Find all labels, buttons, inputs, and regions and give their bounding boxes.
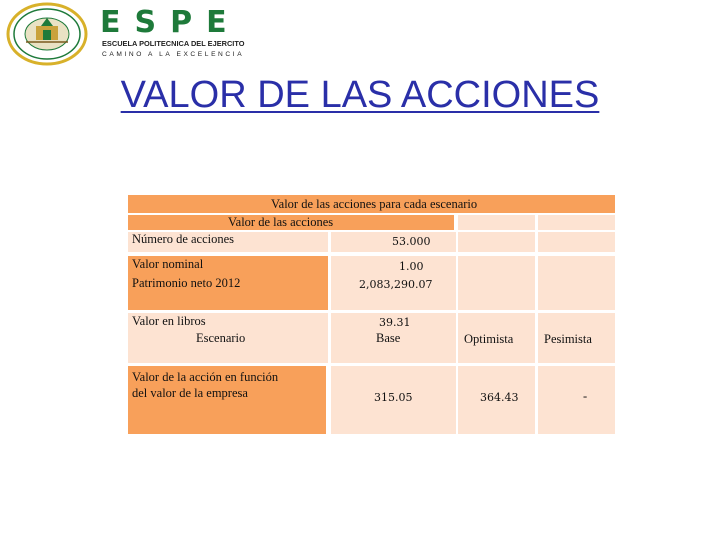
wordmark-subtitle: ESCUELA POLITECNICA DEL EJERCITO [102, 39, 245, 48]
wordmark-tagline: CAMINO A LA EXCELENCIA [102, 51, 245, 58]
escenario-label: Escenario [196, 331, 246, 345]
header-sub-text: Valor de las acciones [228, 215, 334, 229]
wordmark-text: ESPE [100, 5, 241, 40]
num-acciones-label: Número de acciones [132, 232, 235, 246]
valor-libros-label: Valor en libros [132, 314, 206, 328]
header-main-text: Valor de las acciones para cada escenario [271, 197, 478, 211]
num-acciones-value: 53.000 [392, 235, 431, 248]
valor-accion-optimista: 364.43 [480, 391, 519, 404]
escenario-base: Base [376, 331, 401, 345]
escenario-pesimista: Pesimista [544, 332, 592, 346]
valor-nominal-label: Valor nominal [132, 257, 204, 271]
escenario-optimista: Optimista [464, 332, 514, 346]
valor-accion-label-line2: del valor de la empresa [132, 386, 248, 400]
valor-nominal-value: 1.00 [399, 260, 424, 273]
valor-accion-label-line1: Valor de la acción en función [132, 370, 279, 384]
espe-wordmark [100, 5, 270, 58]
valor-libros-value: 39.31 [379, 316, 411, 329]
espe-seal-logo [6, 2, 88, 66]
scenario-table [128, 195, 615, 434]
valor-accion-pesimista: - [583, 389, 588, 403]
patrimonio-value: 2,083,290.07 [359, 278, 433, 291]
valor-accion-base: 315.05 [374, 391, 413, 404]
patrimonio-label: Patrimonio neto 2012 [132, 276, 241, 290]
page-title: VALOR DE LAS ACCIONES [120, 74, 600, 116]
